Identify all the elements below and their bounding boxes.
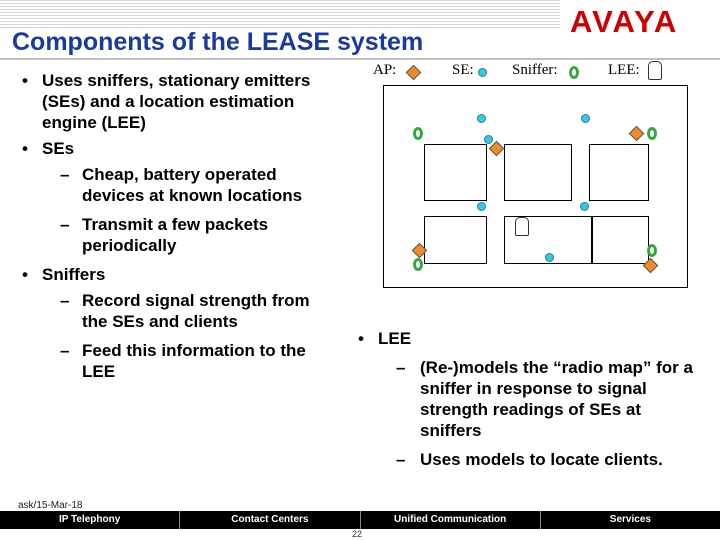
bullet-sniffers: • Sniffers bbox=[22, 264, 322, 285]
footer-services: Services bbox=[609, 514, 651, 525]
sub-bullet-text: Uses models to locate clients. bbox=[420, 450, 663, 469]
slide-title: Components of the LEASE system bbox=[12, 28, 424, 56]
map-se-marker bbox=[545, 253, 554, 262]
sub-bullet-lee-locate bbox=[358, 449, 698, 470]
avaya-logo: AVAYA bbox=[570, 4, 679, 39]
legend-ap-icon bbox=[406, 65, 422, 81]
map-room bbox=[589, 144, 649, 201]
dash-glyph: – bbox=[60, 215, 70, 234]
right-bullets bbox=[358, 328, 698, 478]
map-sniffer-marker bbox=[413, 127, 423, 140]
floor-map bbox=[383, 85, 688, 288]
sub-bullet-text: Cheap, battery operated devices at known locations bbox=[82, 165, 303, 205]
sub-bullet-text: Transmit a few packets periodically bbox=[82, 215, 269, 255]
map-room bbox=[592, 216, 649, 264]
map-room bbox=[424, 216, 487, 264]
sub-bullet-lee-models bbox=[358, 357, 698, 441]
map-se-marker bbox=[477, 114, 486, 123]
page-number: 22 bbox=[352, 529, 363, 539]
footer-stamp: ask/15-Mar-18 bbox=[18, 500, 83, 511]
sub-bullet-sniffers-record bbox=[22, 290, 322, 332]
legend-ap-label: AP: bbox=[373, 62, 397, 78]
map-lee-marker bbox=[515, 217, 529, 236]
dash-glyph: – bbox=[60, 341, 70, 360]
map-room bbox=[424, 144, 487, 201]
bullet-ses: • SEs bbox=[22, 138, 322, 159]
footer-bar bbox=[0, 511, 720, 529]
sub-bullet-ses-transmit bbox=[22, 214, 322, 256]
dash-glyph: – bbox=[396, 358, 406, 377]
legend-se-label: SE: bbox=[452, 62, 474, 78]
bullet-overview: • Uses sniffers, stationary emitters (SEs) and a location estimation engine (LEE) bbox=[22, 70, 322, 133]
bullet-lee: • LEE bbox=[358, 328, 698, 349]
legend-sniffer-label: Sniffer: bbox=[512, 62, 558, 78]
left-bullets bbox=[22, 70, 322, 390]
header-stripes bbox=[0, 0, 560, 30]
dash-glyph: – bbox=[60, 291, 70, 310]
sub-bullet-text: Record signal strength from the SEs and clients bbox=[82, 291, 310, 331]
legend-se-icon bbox=[478, 68, 487, 77]
map-sniffer-marker bbox=[413, 258, 423, 271]
footer-unified-communication: Unified Communication bbox=[361, 511, 541, 529]
legend-lee-icon bbox=[648, 61, 662, 80]
map-se-marker bbox=[477, 202, 486, 211]
map-se-marker bbox=[581, 114, 590, 123]
dash-glyph: – bbox=[396, 450, 406, 469]
sub-bullet-sniffers-feed bbox=[22, 340, 322, 382]
sub-bullet-text: Feed this information to the LEE bbox=[82, 341, 306, 381]
map-se-marker bbox=[580, 202, 589, 211]
map-se-marker bbox=[484, 135, 493, 144]
title-divider bbox=[0, 58, 720, 60]
legend-sniffer-icon bbox=[569, 66, 579, 79]
footer-contact-centers: Contact Centers bbox=[180, 511, 360, 529]
legend-lee-label: LEE: bbox=[608, 62, 640, 78]
sub-bullet-ses-cheap bbox=[22, 164, 322, 206]
map-sniffer-marker bbox=[647, 244, 657, 257]
dash-glyph: – bbox=[60, 165, 70, 184]
map-sniffer-marker bbox=[647, 127, 657, 140]
map-room bbox=[504, 144, 572, 201]
sub-bullet-text: (Re-)models the “radio map” for a sniffer in response to signal strength readings of SEs at sniffers bbox=[420, 358, 693, 440]
footer-ip-telephony: IP Telephony bbox=[0, 511, 180, 529]
